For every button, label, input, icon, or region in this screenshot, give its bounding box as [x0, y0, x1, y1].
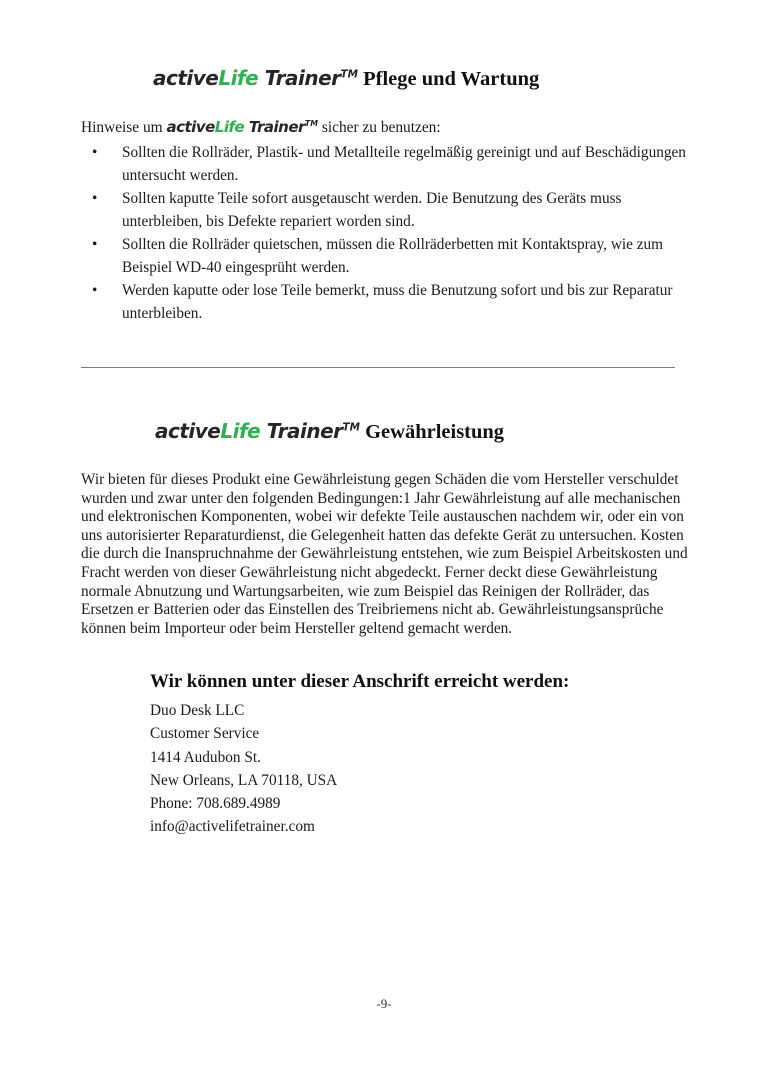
contact-department: Customer Service	[150, 725, 260, 743]
title-text: Pflege und Wartung	[357, 68, 540, 90]
activelife-trainer-logo	[167, 118, 319, 136]
intro-prefix: Hinweise um	[81, 119, 167, 136]
contact-city: New Orleans, LA 70118, USA	[150, 771, 338, 789]
title-text: Gewährleistung	[359, 421, 505, 443]
contact-email: info@activelifetrainer.com	[150, 818, 315, 836]
trademark-symbol: TM	[342, 421, 360, 434]
contact-phone: Phone: 708.689.4989	[150, 795, 281, 813]
logo-life: Life	[218, 66, 259, 90]
logo-trainer: Trainer	[266, 419, 343, 443]
logo-active: active	[155, 419, 221, 443]
logo-trainer: Trainer	[248, 118, 305, 136]
logo-life: Life	[220, 419, 261, 443]
warranty-paragraph: Wir bieten für dieses Produkt eine Gewährleistung gegen Schäden die vom Hersteller verschuldet wurden und zwar unter den folgenden Bedingungen:1 Jahr Gewährleistung auf alle mechanischen und elektronischen Komponenten, wobei wir defekte Teile austauschen nachdem wir, oder ein von uns autorisierter Reparaturdienst, die Gelegenheit hatten das defekte Gerät zu untersuchen. Kosten die durch die Inanspruchnahme der Gewährleistung entstehen, wie zum Beispiel Arbeitskosten und Fracht werden von dieser Gewährleistung nicht abgedeckt. Ferner deckt diese Gewährleistung normale Abnutzung und Wartungsarbeiten, wie zum Beispiel das Reinigen der Rollräder, das Ersetzen er Batterien oder das Einstellen des Treibriemens nicht ab. Gewährleistungsansprüche können beim Importeur oder beim Hersteller geltend gemacht werden.	[81, 471, 688, 637]
logo-trainer: Trainer	[264, 66, 341, 90]
logo-active: active	[166, 118, 215, 136]
page-number: -9-	[376, 996, 392, 1011]
list-item: • Sollten kaputte Teile sofort ausgetauscht werden. Die Benutzung des Geräts muss unterbleiben, bis Defekte repariert worden sind.	[92, 187, 694, 233]
activelife-trainer-logo	[155, 419, 360, 443]
intro-line	[81, 118, 441, 137]
horizontal-divider	[81, 367, 675, 368]
trademark-symbol: TM	[340, 68, 358, 81]
contact-street: 1414 Audubon St.	[150, 748, 261, 766]
trademark-symbol: TM	[304, 119, 318, 128]
list-item: • Sollten die Rollräder quietschen, müssen die Rollräderbetten mit Kontaktspray, wie zum Beispiel WD-40 eingesprüht werden.	[92, 233, 694, 279]
intro-suffix: sicher zu benutzen:	[318, 119, 441, 136]
contact-address-block	[150, 699, 337, 839]
list-item: • Sollten die Rollräder, Plastik- und Metallteile regelmäßig gereinigt und auf Beschädigungen untersucht werden.	[92, 141, 694, 187]
section-title-care	[153, 66, 539, 91]
section-title-warranty	[155, 419, 504, 444]
logo-active: active	[153, 66, 219, 90]
list-item: • Werden kaputte oder lose Teile bemerkt, muss die Benutzung sofort und bis zur Reparatur unterbleiben.	[92, 279, 694, 325]
contact-company: Duo Desk LLC	[150, 702, 245, 719]
contact-heading: Wir können unter dieser Anschrift erreicht werden:	[150, 671, 570, 692]
care-instructions-list	[92, 141, 694, 325]
logo-life: Life	[214, 118, 245, 136]
activelife-trainer-logo	[153, 66, 358, 90]
